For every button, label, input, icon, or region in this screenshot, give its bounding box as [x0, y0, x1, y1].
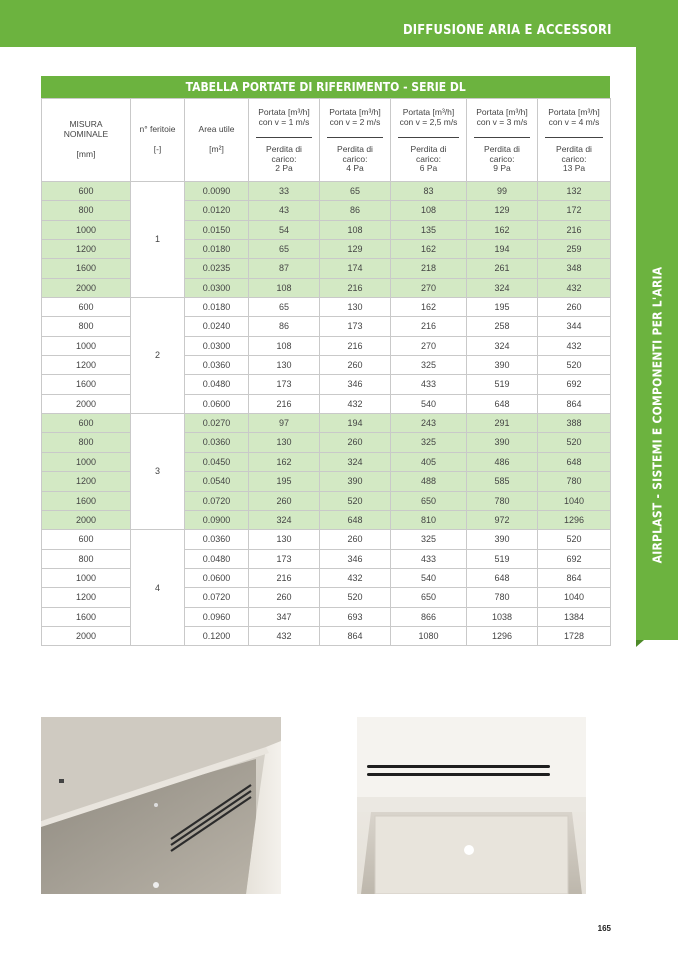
header-flow-4: Portata [m³/h] con v = 3 m/s Perdita di carico: 9 Pa: [467, 99, 538, 182]
cell-portata: 130: [249, 530, 320, 549]
cell-portata: 648: [467, 394, 538, 413]
cell-feritoie: 3: [131, 414, 185, 530]
sidebar-band: [636, 47, 678, 640]
cell-portata: 260: [320, 433, 391, 452]
cell-area: 0.0900: [185, 510, 249, 529]
table-row: [42, 472, 611, 491]
cell-portata: 864: [538, 568, 611, 587]
cell-area: 0.0300: [185, 336, 249, 355]
cell-portata: 692: [538, 375, 611, 394]
cell-portata: 540: [391, 568, 467, 587]
cell-misura: 1200: [42, 588, 131, 607]
cell-portata: 172: [538, 201, 611, 220]
cell-area: 0.0360: [185, 530, 249, 549]
cell-portata: 216: [249, 394, 320, 413]
cell-portata: 173: [249, 549, 320, 568]
cell-portata: 65: [320, 182, 391, 201]
cell-portata: 260: [249, 491, 320, 510]
cell-area: 0.1200: [185, 626, 249, 645]
cell-portata: 129: [467, 201, 538, 220]
cell-portata: 864: [320, 626, 391, 645]
cell-portata: 432: [538, 278, 611, 297]
table-row: [42, 336, 611, 355]
cell-portata: 65: [249, 298, 320, 317]
cell-portata: 390: [467, 356, 538, 375]
cell-portata: 97: [249, 414, 320, 433]
cell-misura: 1000: [42, 568, 131, 587]
cell-misura: 1000: [42, 452, 131, 471]
cell-portata: 693: [320, 607, 391, 626]
cell-portata: 132: [538, 182, 611, 201]
table-row: [42, 259, 611, 278]
table-row: [42, 220, 611, 239]
cell-misura: 600: [42, 298, 131, 317]
cell-portata: 346: [320, 375, 391, 394]
cell-portata: 433: [391, 375, 467, 394]
flow-grid: [41, 98, 611, 646]
cell-area: 0.0960: [185, 607, 249, 626]
cell-portata: 648: [538, 452, 611, 471]
cell-portata: 325: [391, 356, 467, 375]
header-feritoie: n° feritoie [-]: [131, 99, 185, 182]
cell-portata: 864: [538, 394, 611, 413]
table-row: [42, 356, 611, 375]
cell-area: 0.0090: [185, 182, 249, 201]
header-misura: MISURA NOMINALE [mm]: [42, 99, 131, 182]
cell-portata: 162: [391, 298, 467, 317]
cell-misura: 1600: [42, 375, 131, 394]
page-number: 165: [597, 924, 611, 933]
cell-portata: 1296: [467, 626, 538, 645]
cell-portata: 1728: [538, 626, 611, 645]
table-row: [42, 549, 611, 568]
table-row: [42, 452, 611, 471]
cell-portata: 520: [538, 433, 611, 452]
cell-portata: 780: [467, 491, 538, 510]
cell-portata: 540: [391, 394, 467, 413]
flow-table: [41, 76, 610, 646]
cell-portata: 54: [249, 220, 320, 239]
cell-misura: 1200: [42, 472, 131, 491]
cell-area: 0.0480: [185, 549, 249, 568]
cell-portata: 432: [320, 568, 391, 587]
cell-feritoie: 1: [131, 182, 185, 298]
cell-portata: 194: [320, 414, 391, 433]
cell-portata: 405: [391, 452, 467, 471]
cell-portata: 86: [320, 201, 391, 220]
header-area: Area utile [m²]: [185, 99, 249, 182]
table-row: [42, 414, 611, 433]
cell-misura: 800: [42, 433, 131, 452]
cell-misura: 800: [42, 549, 131, 568]
cell-area: 0.0720: [185, 491, 249, 510]
cell-portata: 216: [249, 568, 320, 587]
cell-portata: 108: [391, 201, 467, 220]
cell-portata: 174: [320, 259, 391, 278]
cell-portata: 130: [249, 433, 320, 452]
cell-portata: 195: [249, 472, 320, 491]
cell-misura: 1000: [42, 336, 131, 355]
table-row: [42, 182, 611, 201]
cell-portata: 324: [320, 452, 391, 471]
cell-area: 0.0600: [185, 568, 249, 587]
cell-portata: 194: [467, 240, 538, 259]
cell-portata: 162: [467, 220, 538, 239]
cell-portata: 520: [538, 356, 611, 375]
cell-portata: 130: [249, 356, 320, 375]
cell-area: 0.0120: [185, 201, 249, 220]
cell-portata: 780: [538, 472, 611, 491]
cell-portata: 324: [467, 336, 538, 355]
table-row: [42, 510, 611, 529]
cell-portata: 260: [320, 530, 391, 549]
cell-area: 0.0720: [185, 588, 249, 607]
cell-misura: 1600: [42, 491, 131, 510]
cell-portata: 260: [538, 298, 611, 317]
cell-misura: 2000: [42, 510, 131, 529]
cell-area: 0.0360: [185, 356, 249, 375]
cell-portata: 585: [467, 472, 538, 491]
cell-portata: 173: [249, 375, 320, 394]
cell-misura: 600: [42, 182, 131, 201]
cell-area: 0.0300: [185, 278, 249, 297]
header-bar: [0, 0, 678, 47]
cell-portata: 1296: [538, 510, 611, 529]
cell-area: 0.0540: [185, 472, 249, 491]
cell-portata: 173: [320, 317, 391, 336]
cell-misura: 1200: [42, 356, 131, 375]
cell-portata: 260: [249, 588, 320, 607]
cell-portata: 810: [391, 510, 467, 529]
cell-misura: 1600: [42, 259, 131, 278]
table-row: [42, 317, 611, 336]
table-row: [42, 375, 611, 394]
cell-portata: 650: [391, 491, 467, 510]
table-row: [42, 433, 611, 452]
table-row: [42, 530, 611, 549]
cell-portata: 866: [391, 607, 467, 626]
cell-portata: 83: [391, 182, 467, 201]
header-flow-1: Portata [m³/h] con v = 1 m/s Perdita di carico: 2 Pa: [249, 99, 320, 182]
cell-area: 0.0360: [185, 433, 249, 452]
cell-portata: 347: [249, 607, 320, 626]
cell-portata: 108: [249, 278, 320, 297]
cell-area: 0.0270: [185, 414, 249, 433]
cell-portata: 390: [467, 433, 538, 452]
cell-portata: 390: [467, 530, 538, 549]
cell-misura: 1000: [42, 220, 131, 239]
cell-portata: 348: [538, 259, 611, 278]
cell-portata: 65: [249, 240, 320, 259]
cell-portata: 325: [391, 530, 467, 549]
cell-misura: 2000: [42, 394, 131, 413]
header-flow-2: Portata [m³/h] con v = 2 m/s Perdita di carico: 4 Pa: [320, 99, 391, 182]
cell-portata: 195: [467, 298, 538, 317]
table-row: [42, 626, 611, 645]
cell-feritoie: 4: [131, 530, 185, 646]
cell-misura: 1200: [42, 240, 131, 259]
sidebar-notch: [636, 640, 644, 647]
cell-area: 0.0600: [185, 394, 249, 413]
cell-portata: 43: [249, 201, 320, 220]
cell-portata: 390: [320, 472, 391, 491]
cell-portata: 520: [320, 588, 391, 607]
cell-portata: 33: [249, 182, 320, 201]
cell-portata: 99: [467, 182, 538, 201]
cell-portata: 129: [320, 240, 391, 259]
cell-portata: 486: [467, 452, 538, 471]
cell-area: 0.0240: [185, 317, 249, 336]
cell-portata: 346: [320, 549, 391, 568]
cell-portata: 87: [249, 259, 320, 278]
cell-portata: 344: [538, 317, 611, 336]
cell-portata: 162: [391, 240, 467, 259]
cell-misura: 2000: [42, 278, 131, 297]
cell-portata: 1038: [467, 607, 538, 626]
cell-misura: 800: [42, 201, 131, 220]
cell-portata: 432: [249, 626, 320, 645]
cell-portata: 650: [391, 588, 467, 607]
cell-portata: 261: [467, 259, 538, 278]
table-row: [42, 298, 611, 317]
cell-portata: 135: [391, 220, 467, 239]
cell-misura: 800: [42, 317, 131, 336]
cell-portata: 130: [320, 298, 391, 317]
cell-area: 0.0450: [185, 452, 249, 471]
cell-portata: 108: [320, 220, 391, 239]
cell-portata: 216: [320, 336, 391, 355]
cell-portata: 1384: [538, 607, 611, 626]
cell-portata: 648: [320, 510, 391, 529]
cell-portata: 780: [467, 588, 538, 607]
cell-misura: 2000: [42, 626, 131, 645]
table-title: TABELLA PORTATE DI RIFERIMENTO - SERIE DL: [41, 76, 610, 98]
cell-feritoie: 2: [131, 298, 185, 414]
cell-misura: 1600: [42, 607, 131, 626]
cell-portata: 162: [249, 452, 320, 471]
cell-misura: 600: [42, 414, 131, 433]
cell-portata: 216: [391, 317, 467, 336]
table-row: [42, 588, 611, 607]
cell-portata: 519: [467, 375, 538, 394]
table-row: [42, 491, 611, 510]
cell-area: 0.0180: [185, 298, 249, 317]
cell-portata: 270: [391, 278, 467, 297]
table-row: [42, 394, 611, 413]
cell-portata: 86: [249, 317, 320, 336]
table-row: [42, 278, 611, 297]
cell-area: 0.0180: [185, 240, 249, 259]
cell-portata: 692: [538, 549, 611, 568]
table-row: [42, 607, 611, 626]
cell-portata: 972: [467, 510, 538, 529]
cell-portata: 520: [320, 491, 391, 510]
cell-portata: 648: [467, 568, 538, 587]
cell-portata: 291: [467, 414, 538, 433]
page-title: DIFFUSIONE ARIA E ACCESSORI: [403, 22, 612, 38]
cell-portata: 1040: [538, 491, 611, 510]
cell-portata: 258: [467, 317, 538, 336]
cell-portata: 432: [320, 394, 391, 413]
cell-portata: 243: [391, 414, 467, 433]
table-row: [42, 568, 611, 587]
cell-portata: 1040: [538, 588, 611, 607]
cell-misura: 600: [42, 530, 131, 549]
table-row: [42, 201, 611, 220]
cell-portata: 520: [538, 530, 611, 549]
table-row: [42, 240, 611, 259]
cell-portata: 488: [391, 472, 467, 491]
cell-portata: 108: [249, 336, 320, 355]
cell-portata: 1080: [391, 626, 467, 645]
header-flow-3: Portata [m³/h] con v = 2,5 m/s Perdita di carico: 6 Pa: [391, 99, 467, 182]
cell-portata: 325: [391, 433, 467, 452]
cell-area: 0.0480: [185, 375, 249, 394]
sidebar-vertical-text: AIRPLAST - SISTEMI E COMPONENTI PER L'ARIA: [649, 266, 665, 563]
photo-ceiling-diffuser-corner: [41, 717, 281, 894]
cell-portata: 216: [320, 278, 391, 297]
cell-portata: 324: [467, 278, 538, 297]
cell-area: 0.0235: [185, 259, 249, 278]
cell-portata: 324: [249, 510, 320, 529]
cell-portata: 218: [391, 259, 467, 278]
cell-portata: 259: [538, 240, 611, 259]
header-flow-5: Portata [m³/h] con v = 4 m/s Perdita di carico: 13 Pa: [538, 99, 611, 182]
cell-portata: 432: [538, 336, 611, 355]
cell-portata: 519: [467, 549, 538, 568]
table-body: [42, 182, 611, 646]
cell-portata: 433: [391, 549, 467, 568]
cell-portata: 270: [391, 336, 467, 355]
cell-portata: 388: [538, 414, 611, 433]
cell-area: 0.0150: [185, 220, 249, 239]
photo-ceiling-diffuser-linear: [357, 717, 586, 894]
cell-portata: 260: [320, 356, 391, 375]
cell-portata: 216: [538, 220, 611, 239]
